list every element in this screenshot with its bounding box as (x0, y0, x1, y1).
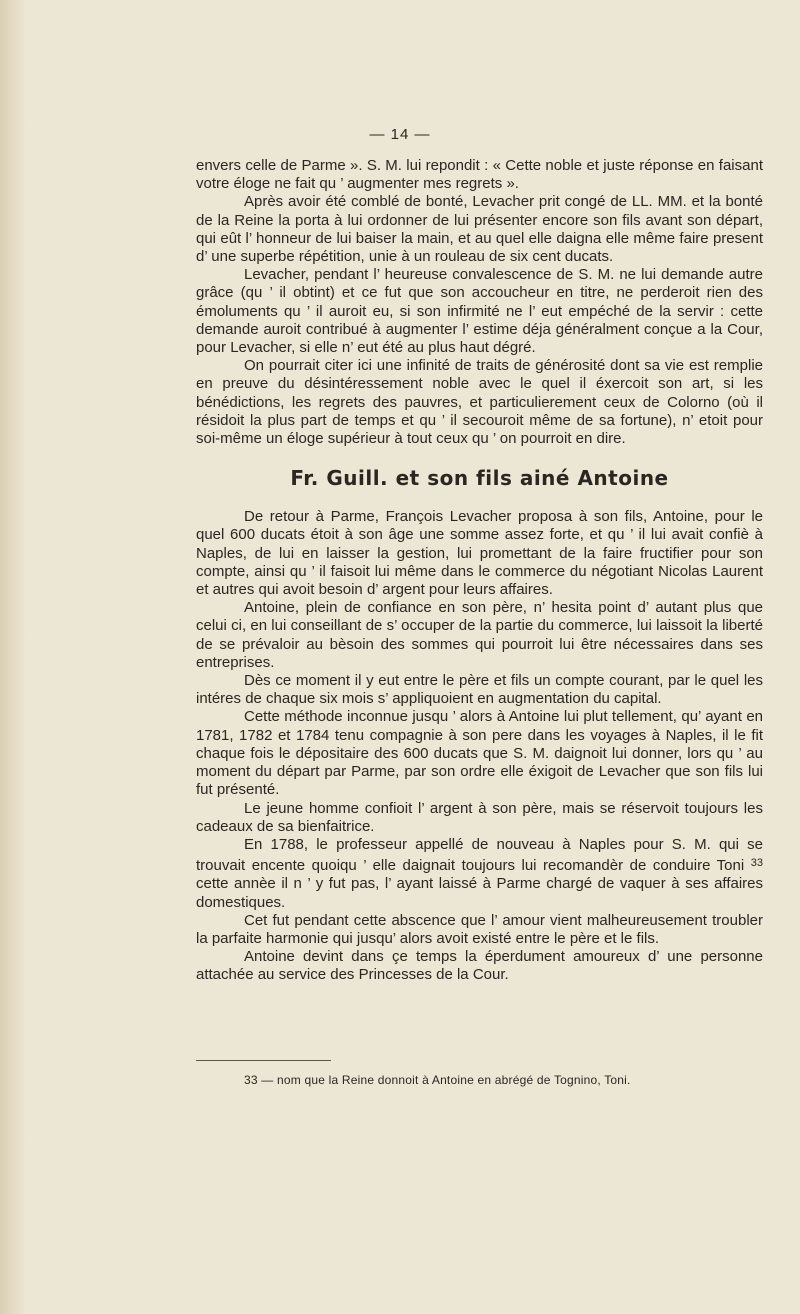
paragraph: envers celle de Parme ». S. M. lui repondit : « Cette noble et juste réponse en faisant votre éloge ne fait qu ’ augmenter mes regrets ». (196, 157, 763, 193)
paragraph: On pourrait citer ici une infinité de traits de générosité dont sa vie est remplie en preuve du désintéressement noble avec le quel il éxercoit son art, si les bénédictions, les regrets des pauvres, et particulierement ceux de Colorno (où il résidoit la plus part de temps et qu ’ il secouroit même de sa fortune), n’ etoit pour soi-même un éloge supérieur à tout ceux qu ’ on pourroit en dire. (196, 357, 763, 448)
paragraph: Levacher, pendant l’ heureuse convalescence de S. M. ne lui demande autre grâce (qu ’ il obtint) et ce fut que son accoucheur en titre, ne perderoit rien des émoluments qu ’ il auroit eu, si son infirmité ne l’ eut empéché de la servir : cette demande auroit contribué à augmenter l’ estime déja généralment conçue a la Cour, pour Levacher, si elle n’ eut été au plus haut dégré. (196, 266, 763, 357)
paragraph: Antoine, plein de confiance en son père, n’ hesita point d’ autant plus que celui ci, en lui conseillant de s’ occuper de la partie du commerce, lui laissoit la liberté de se prévaloir au bèsoin des sommes qui pourroit lui être nécessaires dans ses entreprises. (196, 599, 763, 671)
paragraph: Cette méthode inconnue jusqu ’ alors à Antoine lui plut tellement, qu’ ayant en 1781, 1782 et 1784 tenu compagnie à son pere dans les voyages à Naples, il le fit chaque fois le dépositaire des 600 ducats que S. M. daignoit lui donner, lors qu ’ au moment du départ par Parme, par son ordre elle éxigoit de Levacher que son fils lui fut présenté. (196, 708, 763, 799)
footnote-reference: 33 (750, 857, 763, 870)
page-edge (0, 0, 26, 1314)
paragraph: De retour à Parme, François Levacher proposa à son fils, Antoine, pour le quel 600 ducats étoit à son âge une somme assez forte, et qu ’ il lui avait confiè à Naples, de lui en laisser la gestion, lui promettant de la faire fructifier pour son compte, ainsi qu ’ il faisoit lui même dans le commerce du négotiant Nicolas Laurent et autres qui avoit besoin d’ argent pour leurs affaires. (196, 508, 763, 599)
footnote: 33 — nom que la Reine donnoit à Antoine en abrégé de Tognino, Toni. (244, 1073, 631, 1087)
paragraph-text: En 1788, le professeur appellé de nouveau à Naples pour S. M. qui se trouvait encente quoiqu ’ elle daignait toujours lui recomandèr de conduire Toni (196, 835, 763, 875)
body-text (196, 157, 763, 985)
footnote-divider (196, 1060, 331, 1061)
paragraph-text: cette annèe il n ’ y fut pas, l’ ayant laissé à Parme chargé de vaquer à ses affaires domestiques. (196, 875, 763, 911)
paragraph: Antoine devint dans çe temps la éperdument amoureux d’ une personne attachée au service des Princesses de la Cour. (196, 948, 763, 984)
paragraph: Après avoir été comblé de bonté, Levacher prit congé de LL. MM. et la bonté de la Reine la porta à lui ordonner de lui présenter encore son fils avant son départ, qui eût l’ honneur de lui baiser la main, et au quel elle daigna elle même faire present d’ une superbe répétition, unie à un rouleau de six cent ducats. (196, 193, 763, 266)
section-heading: Fr. Guill. et son fils ainé Antoine (290, 466, 669, 491)
paragraph: Le jeune homme confioit l’ argent à son père, mais se réservoit toujours les cadeaux de sa bienfaitrice. (196, 799, 763, 835)
paragraph: Cet fut pendant cette abscence que l’ amour vient malheureusement troubler la parfaite harmonie qui jusqu’ alors avoit existé entre le père et le fils. (196, 911, 763, 947)
paragraph: Dès ce moment il y eut entre le père et fils un compte courant, par le quel les intéres de chaque six mois s’ appliquoient en augmentation du capital. (196, 672, 763, 708)
page-number: — 14 — (369, 126, 431, 143)
paragraph-1788 (196, 836, 763, 912)
